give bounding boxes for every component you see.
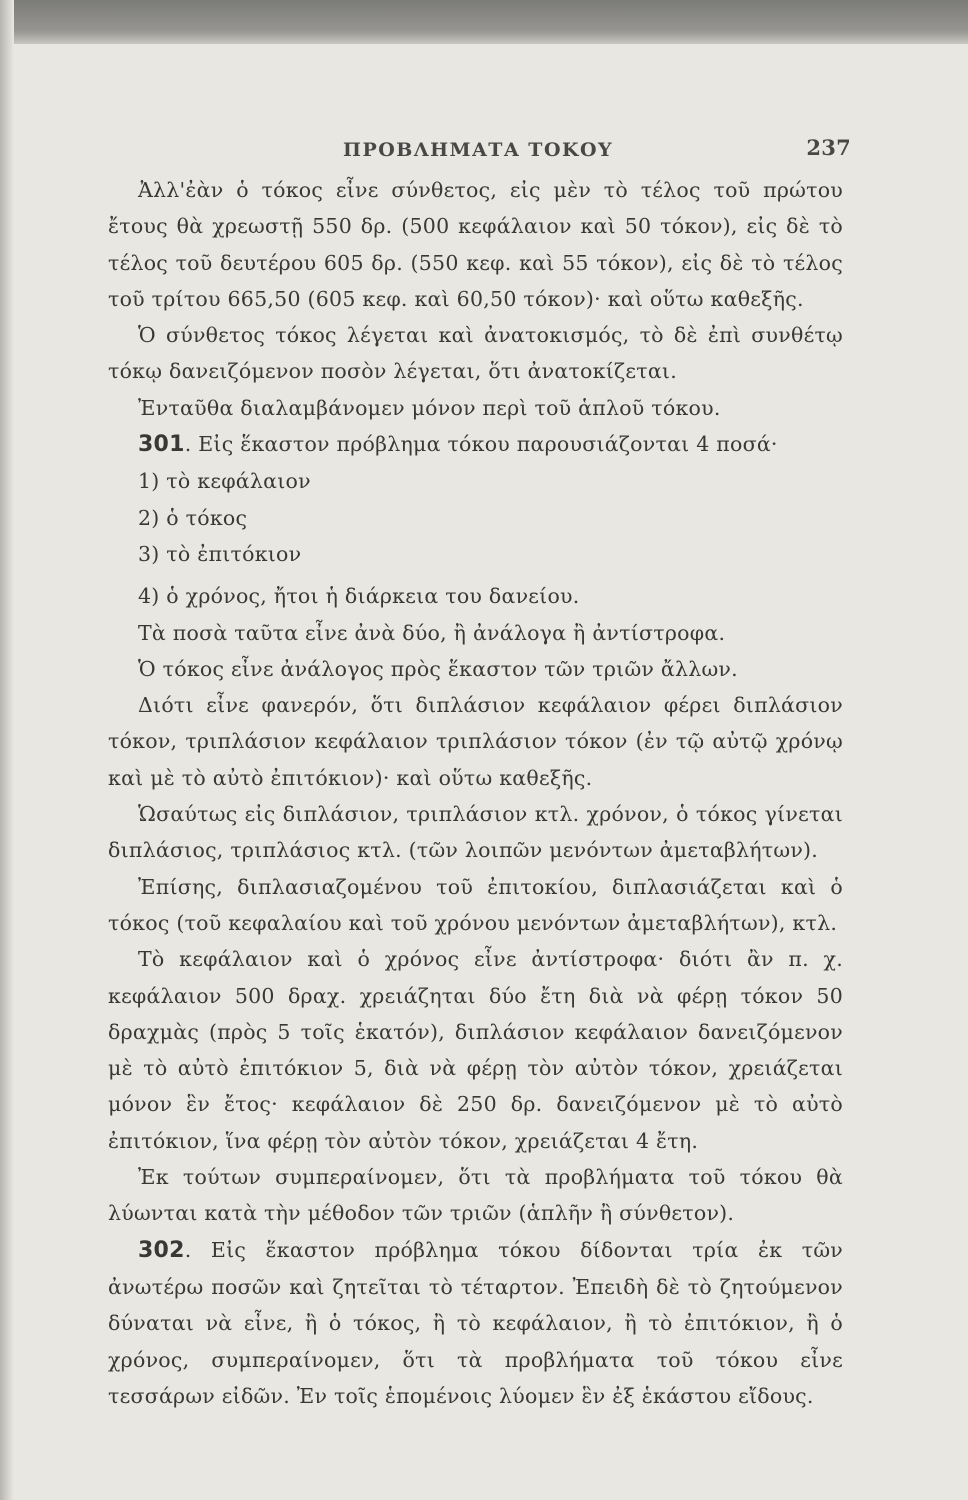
running-title: ΠΡΟΒΛΗΜΑΤΑ ΤΟΚΟΥ	[343, 139, 614, 161]
list-item: 2) ὁ τόκος	[138, 505, 248, 530]
page-number: 237	[806, 135, 851, 160]
section-number-302: 302	[138, 1237, 185, 1263]
section-number-301: 301	[138, 432, 185, 458]
paragraph-anatokismos: Ὁ σύνθετος τόκος λέγεται καὶ ἀνατοκισμός, τὸ δὲ ἐπὶ συνθέτῳ τόκῳ δανειζόμενον ποσὸν λέγεται, ὅτι ἀνατοκίζεται.	[108, 323, 843, 384]
section-301	[108, 426, 843, 463]
section-302	[108, 1232, 843, 1414]
paragraph-rate-double: Ἐπίσης, διπλασιαζομένου τοῦ ἐπιτοκίου, διπλασιάζεται καὶ ὁ τόκος (τοῦ κεφαλαίου καὶ τοῦ χρόνου μενόντων ἀμεταβλήτων), κτλ.	[108, 874, 843, 935]
list-item: 1) τὸ κεφάλαιον	[138, 469, 311, 494]
paragraph-inverse: Τὸ κεφάλαιον καὶ ὁ χρόνος εἶνε ἀντίστροφα· διότι ἂν π. χ. κεφάλαιον 500 δραχ. χρειάζηται δύο ἔτη διὰ νὰ φέρῃ τόκον 50 δραχμὰς (πρὸς 5 τοῖς ἑκατόν), διπλάσιον κεφάλαιον δανειζόμενον μὲ τὸ αὐτὸ ἐπιτόκιον 5, διὰ νὰ φέρῃ τὸν αὐτὸν τόκον, χρειάζεται μόνον ἓν ἔτος· κεφάλαιον δὲ 250 δρ. δανειζόμενον μὲ τὸ αὐτὸ ἐπιτόκιον, ἵνα φέρῃ τὸν αὐτὸν τόκον, χρειάζεται 4 ἔτη.	[108, 947, 843, 1153]
paragraph-proportional: Ὁ τόκος εἶνε ἀνάλογος πρὸς ἕκαστον τῶν τριῶν ἄλλων.	[138, 656, 738, 681]
section-301-text: . Εἰς ἕκαστον πρόβλημα τόκου παρουσιάζονται 4 ποσά·	[184, 432, 778, 457]
list-item: 4) ὁ χρόνος, ἤτοι ἡ διάρκεια του δανείου.	[138, 584, 580, 609]
list-item: 3) τὸ ἐπιτόκιον	[138, 541, 302, 566]
book-page	[108, 128, 851, 1414]
paragraph-time-double: Ὡσαύτως εἰς διπλάσιον, τριπλάσιον κτλ. χρόνον, ὁ τόκος γίνεται διπλάσιος, τριπλάσιος κτλ. (τῶν λοιπῶν μενόντων ἀμεταβλήτων).	[108, 802, 843, 863]
paragraph-conclusion: Ἐκ τούτων συμπεραίνομεν, ὅτι τὰ προβλήματα τοῦ τόκου θὰ λύωνται κατὰ τὴν μέθοδον τῶν τριῶν (ἁπλῆν ἢ σύνθετον).	[108, 1165, 843, 1226]
paragraph-pairs: Τὰ ποσὰ ταῦτα εἶνε ἀνὰ δύο, ἢ ἀνάλογα ἢ ἀντίστροφα.	[138, 620, 726, 645]
page-header	[108, 128, 851, 172]
paragraph-simple-only: Ἐνταῦθα διαλαμβάνομεν μόνον περὶ τοῦ ἁπλοῦ τόκου.	[138, 395, 721, 420]
section-302-text: . Εἰς ἕκαστον πρόβλημα τόκου δίδονται τρία ἐκ τῶν ἀνωτέρω ποσῶν καὶ ζητεῖται τὸ τέταρτον. Ἐπειδὴ δὲ τὸ ζητούμενον δύναται νὰ εἶνε, ἢ ὁ τόκος, ἢ τὸ κεφάλαιον, ἢ τὸ ἐπιτόκιον, ἢ ὁ χρόνος, συμπεραίνομεν, ὅτι τὰ προβλήματα τοῦ τόκου εἶνε τεσσάρων εἰδῶν. Ἐν τοῖς ἑπομένοις λύομεν ἓν ἐξ ἑκάστου εἴδους.	[108, 1237, 843, 1408]
paragraph-capital-double: Διότι εἶνε φανερόν, ὅτι διπλάσιον κεφάλαιον φέρει διπλάσιον τόκον, τριπλάσιον κεφάλαιον τριπλάσιον τόκον (ἐν τῷ αὐτῷ χρόνῳ καὶ μὲ τὸ αὐτὸ ἐπιτόκιον)· καὶ οὕτω καθεξῆς.	[108, 693, 843, 790]
scan-left-edge	[0, 0, 14, 1500]
paragraph-compound-interest: Ἀλλ'ἐὰν ὁ τόκος εἶνε σύνθετος, εἰς μὲν τὸ τέλος τοῦ πρώτου ἔτους θὰ χρεωστῇ 550 δρ. (500 κεφάλαιον καὶ 50 τόκον), εἰς δὲ τὸ τέλος τοῦ δευτέρου 605 δρ. (550 κεφ. καὶ 55 τόκον), εἰς δὲ τὸ τέλος τοῦ τρίτου 665,50 (605 κεφ. καὶ 60,50 τόκον)· καὶ οὕτω καθεξῆς.	[108, 178, 843, 311]
scan-top-border	[0, 0, 968, 44]
